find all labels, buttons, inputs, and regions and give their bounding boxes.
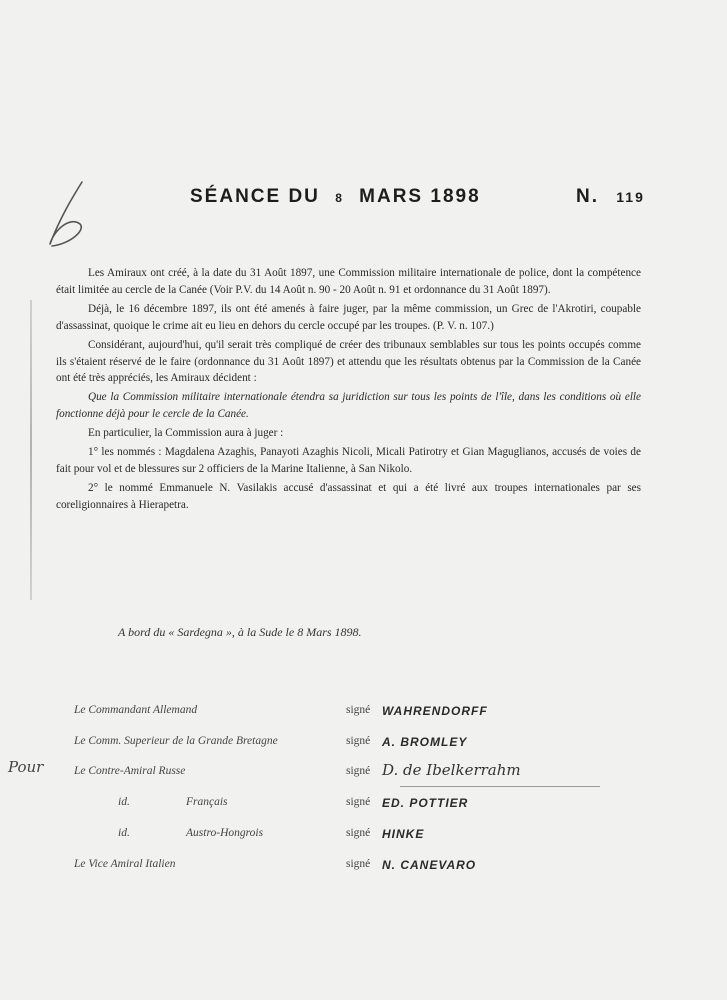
signature-role-id: id.: [118, 796, 130, 808]
signature-role: [118, 827, 264, 839]
signature-signe: signé: [346, 827, 371, 839]
signature-signe: signé: [346, 858, 371, 870]
signature-row: [74, 704, 634, 724]
signature-role: Le Vice Amiral Italien: [74, 858, 176, 870]
session-heading: [190, 186, 645, 208]
signature-name: HINKE: [382, 827, 425, 841]
heading-title-prefix: SÉANCE DU: [190, 186, 320, 207]
signature-row: [74, 858, 634, 878]
signature-role: Le Comm. Superieur de la Grande Bretagne: [74, 735, 278, 747]
signature-row: [74, 796, 634, 816]
signature-row: [74, 761, 634, 785]
signature-signe: signé: [346, 765, 371, 777]
session-number-value: 119: [616, 189, 645, 205]
signature-signe: signé: [346, 735, 371, 747]
signature-role: [118, 796, 228, 808]
session-number-label: N.: [576, 186, 599, 207]
signature-name: N. CANEVARO: [382, 858, 477, 872]
handwritten-margin-mark: [44, 178, 94, 250]
session-number: [576, 186, 645, 208]
list-item: 2° le nommé Emmanuele N. Vasilakis accusé d'assassinat et qui a été livré aux troupes internationales par ses coreligionnaires à Hierapetra.: [56, 481, 641, 511]
margin-note-pour: Pour: [8, 758, 44, 776]
paragraph-akrotiri: Déjà, le 16 décembre 1897, ils ont été amenés à faire juger, par la même commission, un Grec de l'Akrotiri, coupable d'assassinat, quoique le crime ait eu lieu en dehors du cercle occupé par les troupes. (P. V. n. 107.): [56, 302, 641, 332]
signature-role-id: id.: [118, 827, 130, 839]
signature-name: A. BROMLEY: [382, 735, 468, 749]
paragraph-considerant: Considérant, aujourd'hui, qu'il serait très compliqué de créer des tribunaux semblables sur tous les points occupés comme ils s'étaient réservé de le faire (ordonnance du 31 Août 1897) et attendu que les résultats obtenus par la Commission de la Canée ont été très appréciés, les Amiraux décident :: [56, 338, 641, 385]
signature-name: ED. POTTIER: [382, 796, 469, 810]
margin-rule: [30, 300, 32, 600]
signature-underline: [400, 786, 600, 787]
signature-row: [74, 735, 634, 755]
signature-name-handwritten: D. de Ibelkerrahm: [382, 761, 521, 779]
signature-role: Le Contre-Amiral Russe: [74, 765, 186, 777]
paragraph-decision: Que la Commission militaire internationale étendra sa juridiction sur tous les points de l'île, dans les conditions où elle fonctionne déjà pour le cercle de la Canée.: [56, 391, 641, 421]
signature-role-country: Austro-Hongrois: [186, 827, 264, 839]
place-date-line: A bord du « Sardegna », à la Sude le 8 Mars 1898.: [118, 625, 362, 639]
signature-signe: signé: [346, 796, 371, 808]
signature-name: WAHRENDORFF: [382, 704, 488, 718]
paragraph-en-particulier: En particulier, la Commission aura à juger :: [88, 427, 284, 440]
document-body: [56, 265, 641, 516]
signature-role-country: Français: [186, 796, 228, 808]
signature-role: Le Commandant Allemand: [74, 704, 198, 716]
signature-signe: signé: [346, 704, 371, 716]
heading-day: 8: [335, 191, 344, 205]
heading-title-suffix: MARS 1898: [359, 186, 481, 207]
list-item: 1° les nommés : Magdalena Azaghis, Panayoti Azaghis Nicoli, Micali Patirotry et Gian Maguglianos, accusés de voies de fait pour vol et de blessures sur 2 officiers de la Marine Italienne, à San Nikolo.: [56, 446, 641, 475]
paragraph-commission-created: Les Amiraux ont créé, à la date du 31 Août 1897, une Commission militaire internationale de police, dont la compétence était limitée au cercle de la Canée (Voir P.V. du 14 Août n. 90 - 20 Août n. 91 et ordonnance du 31 Août 1897).: [56, 267, 641, 296]
signature-row: [74, 827, 634, 847]
